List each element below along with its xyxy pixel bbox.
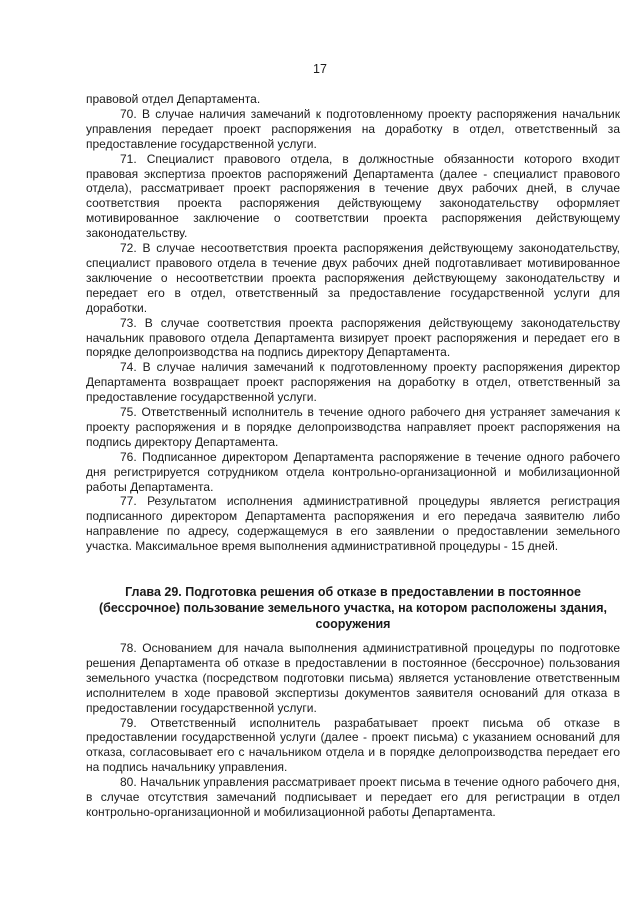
paragraph-71: 71. Специалист правового отдела, в должностные обязанности которого входит правовая экспертиза проектов распоряжений Департамента (далее - специалист правового отдела), рассматривает проект распоряжения в течение двух рабочих дней, в случае соответствия проекта распоряжения действующему законодательству оформляет мотивированное заключение о соответствии проекта распоряжения действующему законодательству. [86, 151, 620, 241]
paragraph-70: 70. В случае наличия замечаний к подготовленному проекту распоряжения начальник управления передает проект распоряжения на доработку в отдел, ответственный за предоставление государственной услуги. [86, 106, 620, 151]
page-number: 17 [313, 62, 327, 76]
body-text-top [86, 92, 620, 554]
paragraph-76: 76. Подписанное директором Департамента распоряжение в течение одного рабочего дня регистрируется сотрудником отдела контрольно-организационной и мобилизационной работы Департамента. [86, 449, 620, 494]
paragraph-77: 77. Результатом исполнения административной процедуры является регистрация подписанного директором Департамента распоряжения и его передача заявителю либо направление по адресу, содержащемуся в его заявлении о предоставлении земельного участка. Максимальное время выполнения административной процедуры - 15 дней. [86, 494, 620, 554]
paragraph-72: 72. В случае несоответствия проекта распоряжения действующему законодательству, специалист правового отдела в течение двух рабочих дней подготавливает мотивированное заключение о несоответствии проекта распоряжения действующему законодательству и передает его в отдел, ответственный за предоставление государственной услуги для доработки. [86, 241, 620, 315]
paragraph-79: 79. Ответственный исполнитель разрабатывает проект письма об отказе в предоставлении государственной услуги (далее - проект письма) с указанием оснований для отказа, согласовывает его с начальником отдела и в порядке делопроизводства передает его на подпись начальнику управления. [86, 715, 620, 775]
paragraph-75: 75. Ответственный исполнитель в течение одного рабочего дня устраняет замечания к проекту распоряжения и в порядке делопроизводства направляет проект распоряжения на подпись директору Департамента. [86, 405, 620, 449]
paragraph-80: 80. Начальник управления рассматривает проект письма в течение одного рабочего дня, в случае отсутствия замечаний подписывает и передает его для регистрации в отдел контрольно-организационной и мобилизационной работы Департамента. [86, 775, 620, 819]
chapter-heading: Глава 29. Подготовка решения об отказе в предоставлении в постоянное (бессрочное) пользование земельного участка, на котором расположены здания, сооружения [98, 585, 608, 631]
paragraph-74: 74. В случае наличия замечаний к подготовленному проекту распоряжения директор Департамента возвращает проект распоряжения на доработку в отдел, ответственный за предоставление государственной услуги. [86, 360, 620, 405]
paragraph-73: 73. В случае соответствия проекта распоряжения действующему законодательству начальник правового отдела Департамента визирует проект распоряжения и передает его в порядке делопроизводства на подпись директору Департамента. [86, 315, 620, 360]
body-text-bottom [86, 641, 620, 820]
paragraph-78: 78. Основанием для начала выполнения административной процедуры по подготовке решения Департамента об отказе в предоставлении в постоянное (бессрочное) пользования земельного участка (посредством подготовки письма) является установление ответственным исполнителем в ходе правовой экспертизы документов заявителя оснований для отказа в предоставлении государственной услуги. [86, 641, 620, 715]
paragraph: правовой отдел Департамента. [86, 92, 261, 106]
